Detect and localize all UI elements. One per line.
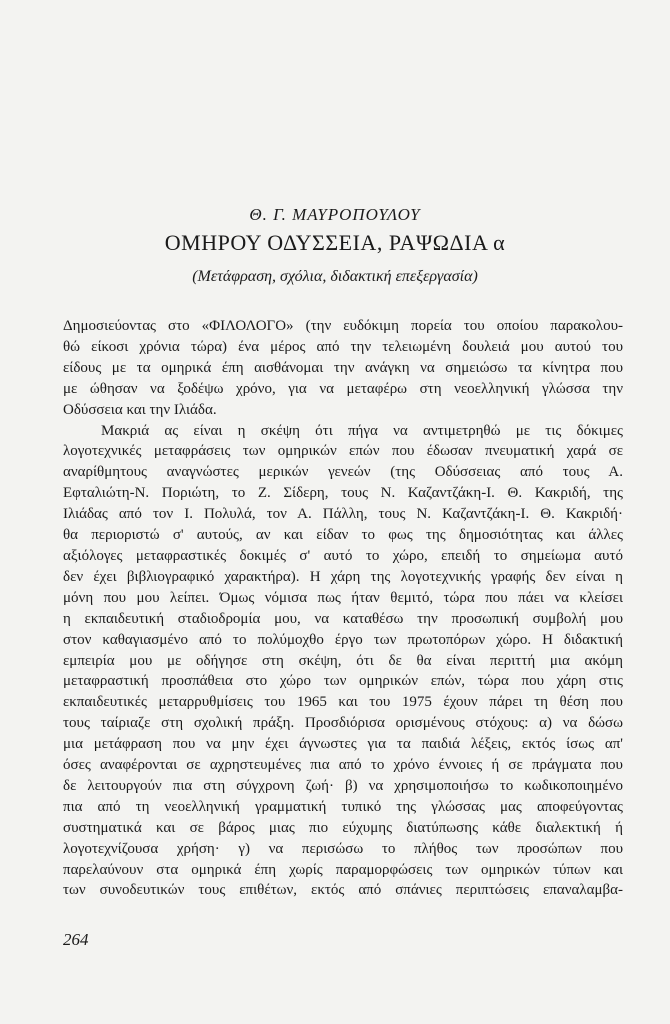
text-line: θώ είκοσι χρόνια τώρα) ένα μέρος από την τελειωμένη δουλειά μου αυτού του (63, 338, 623, 355)
article-title: ΟΜΗΡΟΥ ΟΔΥΣΣΕΙΑ, ΡΑΨΩΔΙΑ α (164, 230, 506, 255)
text-line: μόνη που μου λείπει. Όμως νόμισα πως ήταν θεμιτό, τώρα που πάει να κλείσει (63, 589, 623, 606)
text-line: όσες αναφέρονται σε αχρηστευμένες πια από το χρόνο έννοιες ή σε πράγματα που (63, 757, 623, 774)
text-line: εκπαιδευτικές μεταρρυθμίσεις του 1965 και του 1975 έχουν πάρει τη θέση που (63, 694, 623, 711)
text-line: πια από τη νεοελληνική γραμματική τυπικό της γλώσσας μας αποφεύγοντας (63, 798, 623, 815)
author-name: Θ. Γ. ΜΑΥΡΟΠΟΥΛΟΥ (249, 205, 421, 224)
text-line: είδους με τα ομηρικά έπη αισθάνομαι την ανάγκη να σημειώσω τα κίνητρα που (63, 359, 623, 376)
body-text (63, 316, 623, 901)
text-line: των συνοδευτικών τους επιθέτων, εκτός από σπάνιες περιπτώσεις επαναλαμβα- (63, 882, 623, 899)
text-line: εμπειρία μου με οδήγησε στη σκέψη, ότι δε θα είναι περιττή μια ακόμη (63, 652, 623, 669)
text-line: αξιόλογες μεταφραστικές δοκιμές σ' αυτό το χώρο, επειδή το σημείωμα αυτό (63, 547, 623, 564)
text-line: με ώθησαν να ξοδέψω χρόνο, για να μεταφέρω στη νεοελληνική γλώσσα την (63, 380, 623, 397)
text-line: δεν έχει βιβλιογραφικό χαρακτήρα). Η χάρη της λογοτεχνικής γραφής δεν είναι η (63, 568, 623, 585)
text-line: τους ταίριαζε στη σχολική πράξη. Προσδιόρισα ορισμένους στόχους: α) να δώσω (63, 715, 623, 732)
text-line: μια μετάφραση που να μην έχει άγνωστες για τα παιδιά λέξεις, εκτός ίσως απ' (63, 736, 623, 753)
text-line: συστηματικά και σε βάρος μιας πιο εύχυμης διατύπωσης κάθε διαλεκτική ή (63, 819, 623, 836)
text-line: δε λειτουργούν πια στη σύγχρονη ζωή· β) να χρησιμοποιήσω το κωδικοποιημένο (63, 777, 623, 794)
text-line: Μακριά ας είναι η σκέψη ότι πήγα να αντιμετρηθώ με τις δόκιμες (101, 422, 623, 439)
text-line: λογοτεχνίζουσα χρήση· γ) να περισώσω το πλήθος των προσώπων που (63, 840, 623, 857)
text-line: θα περιοριστώ σ' αυτούς, αν και είδαν το φως της δημοσιότητας και άλλες (63, 527, 623, 544)
text-line: στον καθαγιασμένο από το πολύμοχθο έργο των πρωτοπόρων χώρο. Η διδακτική (63, 631, 623, 648)
text-line: Ιλιάδας από τον Ι. Πολυλά, τον Α. Πάλλη, τους Ν. Καζαντζάκη-Ι. Θ. Κακριδή· (63, 506, 623, 523)
text-line: αναρίθμητους αναγνώστες μερικών γενεών (της Οδύσσειας από τους Α. (63, 464, 623, 481)
text-line: λογοτεχνικές μεταφράσεις των ομηρικών επών που έδωσαν πνευματική χαρά σε (63, 443, 623, 460)
article-subtitle: (Μετάφραση, σχόλια, διδακτική επεξεργασία) (192, 268, 478, 285)
text-line: παρελαύνουν στα ομηρικά έπη χωρίς παραμορφώσεις των ομηρικών τύπων και (63, 861, 623, 878)
text-line: Οδύσσεια και την Ιλιάδα. (63, 401, 217, 418)
page-number: 264 (63, 930, 89, 949)
text-line: μεταφραστική προσπάθεια στο χώρο των ομηρικών επών, τώρα που χάρη στις (63, 673, 623, 690)
text-line: Εφταλιώτη-Ν. Ποριώτη, το Ζ. Σίδερη, τους Ν. Καζαντζάκη-Ι. Θ. Κακριδή, της (63, 485, 623, 502)
text-line: Δημοσιεύοντας στο «ΦΙΛΟΛΟΓΟ» (την ευδόκιμη πορεία του οποίου παρακολου- (63, 318, 623, 334)
text-line: η εκπαιδευτική σταδιοδρομία μου, να καταθέσω την προσωπική συμβολή μου (63, 610, 623, 627)
